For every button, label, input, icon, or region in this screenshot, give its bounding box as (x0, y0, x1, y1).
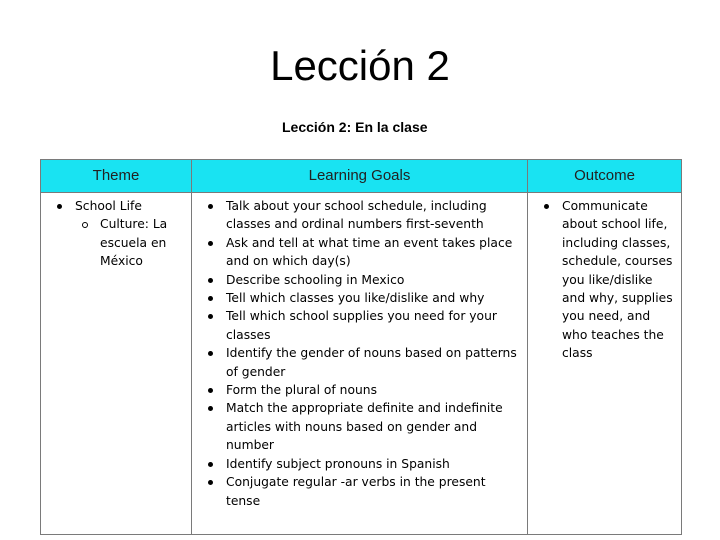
sub-list-item: Culture: La escuela en México (51, 215, 185, 270)
list-item: Ask and tell at what time an event takes place and on which day(s) (202, 234, 521, 271)
list-item: Communicate about school life, including classes, schedule, courses you like/dislike and why, supplies you need, and who teaches the class (538, 197, 675, 363)
outcome-cell (528, 193, 682, 535)
list-item: Describe schooling in Mexico (202, 271, 521, 289)
learning-goals-list (202, 197, 521, 510)
list-item: School Life (51, 197, 185, 215)
list-item: Talk about your school schedule, including classes and ordinal numbers first-seventh (202, 197, 521, 234)
outcome-list (538, 197, 675, 363)
table-header-row (41, 160, 682, 193)
learning-goals-cell (192, 193, 528, 535)
list-item: Tell which school supplies you need for your classes (202, 307, 521, 344)
list-item: Match the appropriate definite and indefinite articles with nouns based on gender and number (202, 399, 521, 454)
header-theme: Theme (41, 160, 192, 193)
theme-list (51, 197, 185, 271)
lesson-table (40, 159, 682, 535)
header-learning-goals: Learning Goals (192, 160, 528, 193)
list-item: Form the plural of nouns (202, 381, 521, 399)
document-title: Lección 2: En la clase (282, 119, 428, 135)
list-item: Identify subject pronouns in Spanish (202, 455, 521, 473)
slide-title: Lección 2 (270, 42, 450, 89)
list-item: Tell which classes you like/dislike and why (202, 289, 521, 307)
list-item: Identify the gender of nouns based on patterns of gender (202, 344, 521, 381)
theme-cell (41, 193, 192, 535)
list-item: Conjugate regular -ar verbs in the present tense (202, 473, 521, 510)
header-outcome: Outcome (528, 160, 682, 193)
table-row (41, 193, 682, 535)
